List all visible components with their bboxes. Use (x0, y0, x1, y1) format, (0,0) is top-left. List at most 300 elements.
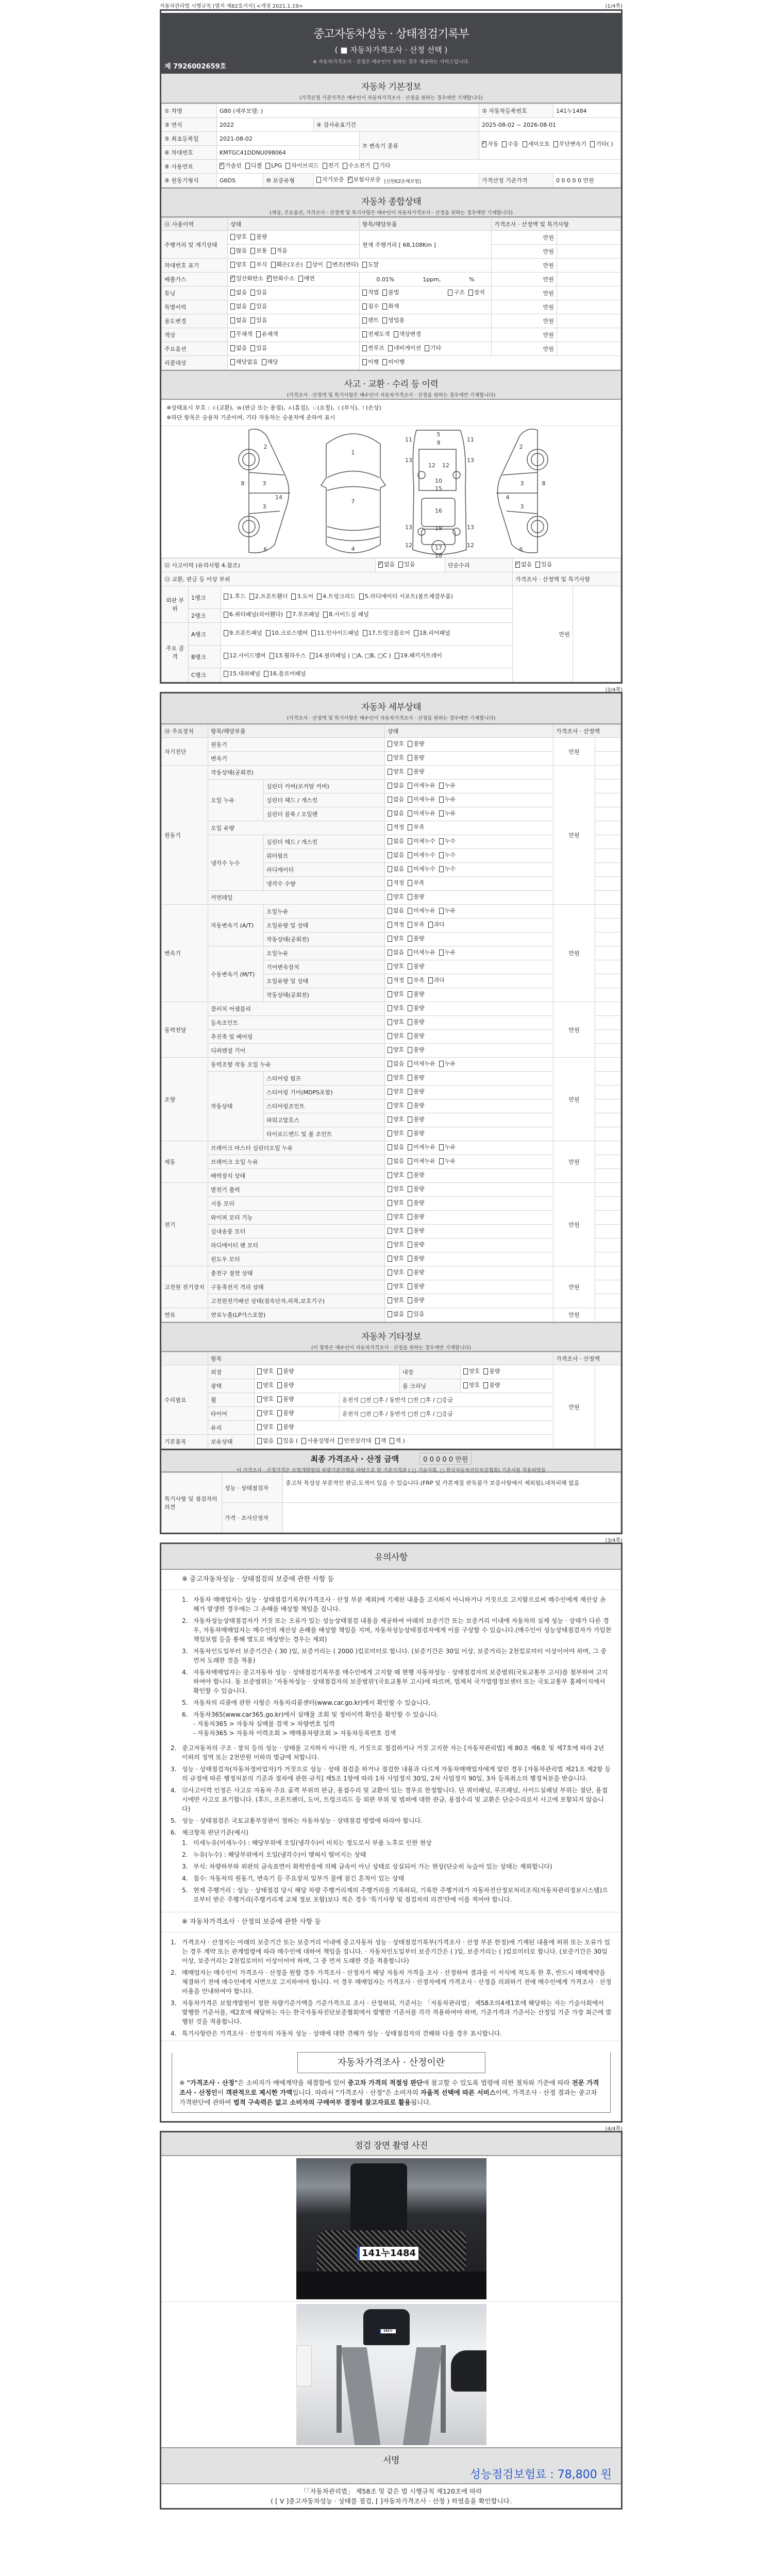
checkbox-option[interactable] (388, 963, 404, 970)
checkbox-option[interactable] (388, 1032, 404, 1040)
price-note-cell[interactable] (595, 1169, 621, 1183)
checkbox-icon[interactable] (277, 1368, 282, 1375)
checkbox-option[interactable] (408, 768, 424, 775)
checkbox-icon[interactable] (483, 1382, 488, 1388)
checkbox-option[interactable] (301, 1437, 334, 1445)
price-note-cell[interactable] (595, 1099, 621, 1113)
checkbox-option[interactable] (408, 796, 435, 803)
checkbox-icon[interactable] (408, 769, 412, 775)
checkbox-option[interactable] (408, 921, 424, 928)
checkbox-icon[interactable] (323, 612, 328, 618)
checkbox-icon[interactable] (257, 1410, 262, 1416)
checkbox-icon[interactable] (362, 290, 367, 296)
checkbox-option[interactable] (277, 1423, 294, 1431)
checkbox-icon[interactable] (311, 630, 316, 636)
checkbox-option[interactable] (408, 1130, 424, 1137)
checkbox-option[interactable] (343, 162, 371, 170)
checkbox-option[interactable] (257, 1410, 274, 1417)
checkbox-option[interactable] (408, 1255, 424, 1262)
checkbox-option[interactable] (362, 261, 379, 268)
checkbox-icon[interactable] (388, 345, 393, 351)
checkbox-icon[interactable] (362, 262, 367, 268)
checkbox-icon[interactable] (250, 317, 255, 324)
price-note-cell[interactable] (595, 1155, 621, 1169)
checkbox-icon[interactable] (408, 977, 412, 984)
checkbox-option[interactable] (277, 1437, 298, 1445)
checkbox-option[interactable] (388, 879, 404, 887)
checkbox-option[interactable] (388, 1102, 404, 1109)
checkbox-icon[interactable] (257, 1438, 262, 1444)
checkbox-option[interactable] (388, 740, 404, 748)
price-note-cell[interactable] (595, 1030, 621, 1044)
checkbox-icon[interactable] (277, 1396, 282, 1402)
checkbox-icon[interactable] (298, 276, 303, 282)
checkbox-icon[interactable] (250, 345, 255, 351)
checkbox-option[interactable] (408, 949, 435, 956)
checkbox-icon[interactable] (425, 345, 429, 351)
price-note-cell[interactable] (557, 259, 621, 273)
checkbox-icon[interactable] (363, 630, 367, 636)
price-note-cell[interactable] (595, 933, 621, 946)
checkbox-icon[interactable] (388, 963, 392, 970)
checkbox-option[interactable] (230, 317, 247, 324)
checkbox-option[interactable] (250, 317, 267, 324)
price-note-cell[interactable] (595, 1058, 621, 1072)
checkbox-option[interactable] (408, 1172, 424, 1179)
checkbox-icon[interactable] (388, 1269, 392, 1276)
checkbox-icon[interactable] (408, 1047, 412, 1053)
checkbox-option[interactable] (414, 630, 450, 637)
checkbox-option[interactable] (287, 611, 320, 618)
checkbox-icon[interactable] (388, 1130, 392, 1137)
checkbox-icon[interactable] (250, 248, 255, 254)
price-note-cell[interactable] (595, 779, 621, 793)
checkbox-icon[interactable] (388, 1089, 392, 1095)
checkbox-option[interactable] (408, 935, 424, 942)
checkbox-icon[interactable] (408, 1033, 412, 1039)
checkbox-option[interactable] (271, 247, 288, 255)
checkbox-icon[interactable] (388, 1311, 392, 1317)
checkbox-icon[interactable] (257, 1424, 262, 1430)
checkbox-option[interactable] (388, 921, 404, 928)
checkbox-icon[interactable] (408, 1005, 412, 1011)
price-note-cell[interactable] (595, 891, 621, 905)
checkbox-option[interactable] (439, 782, 456, 789)
checkbox-icon[interactable] (317, 594, 322, 600)
checkbox-icon[interactable] (285, 163, 290, 169)
checkbox-option[interactable] (468, 289, 485, 296)
checkbox-option[interactable] (388, 977, 404, 984)
checkbox-option[interactable] (388, 1172, 404, 1179)
checkbox-option[interactable] (482, 141, 498, 148)
checkbox-option[interactable] (363, 630, 410, 637)
inspection-photo-front[interactable] (296, 2158, 486, 2299)
checkbox-option[interactable] (408, 907, 435, 914)
checkbox-icon[interactable] (408, 908, 412, 914)
checkbox-option[interactable] (408, 852, 435, 859)
checkbox-option[interactable] (439, 949, 456, 956)
checkbox-option[interactable] (388, 1046, 404, 1054)
checkbox-icon[interactable] (382, 290, 387, 296)
checkbox-option[interactable] (230, 359, 258, 366)
checkbox-icon[interactable] (291, 594, 296, 600)
checkbox-icon[interactable] (230, 234, 235, 240)
checkbox-icon[interactable] (388, 1116, 392, 1123)
checkbox-icon[interactable] (257, 1368, 262, 1375)
checkbox-icon[interactable] (348, 177, 352, 183)
checkbox-option[interactable] (388, 1158, 404, 1165)
price-note-cell[interactable] (595, 988, 621, 1002)
checkbox-option[interactable] (230, 275, 263, 282)
checkbox-icon[interactable] (323, 163, 327, 169)
checkbox-option[interactable] (388, 838, 404, 845)
checkbox-option[interactable] (224, 593, 246, 600)
checkbox-icon[interactable] (388, 1200, 392, 1206)
price-note-cell[interactable] (557, 231, 621, 245)
checkbox-option[interactable] (257, 1396, 274, 1403)
checkbox-option[interactable] (483, 1368, 500, 1375)
inspection-photo-lift[interactable] (296, 2304, 486, 2445)
checkbox-option[interactable] (230, 247, 247, 255)
checkbox-icon[interactable] (408, 1130, 412, 1137)
price-note-cell[interactable] (595, 1225, 621, 1239)
checkbox-icon[interactable] (362, 345, 367, 351)
checkbox-option[interactable] (408, 1227, 424, 1234)
checkbox-option[interactable] (388, 768, 404, 775)
checkbox-icon[interactable] (257, 1396, 262, 1402)
price-note-cell[interactable] (595, 1016, 621, 1030)
checkbox-icon[interactable] (408, 1214, 412, 1220)
checkbox-icon[interactable] (388, 783, 392, 789)
checkbox-icon[interactable] (535, 562, 540, 568)
checkbox-option[interactable] (250, 261, 267, 268)
checkbox-icon[interactable] (388, 1158, 392, 1164)
checkbox-icon[interactable] (408, 880, 412, 886)
price-note-cell[interactable] (595, 1294, 621, 1308)
checkbox-option[interactable] (388, 1185, 404, 1193)
checkbox-icon[interactable] (230, 262, 235, 268)
checkbox-icon[interactable] (230, 317, 235, 324)
checkbox-icon[interactable] (388, 977, 392, 984)
checkbox-icon[interactable] (388, 1061, 392, 1067)
checkbox-icon[interactable] (388, 1186, 392, 1192)
checkbox-icon[interactable] (388, 1033, 392, 1039)
checkbox-option[interactable] (388, 754, 404, 761)
price-note-cell[interactable] (595, 1127, 621, 1141)
checkbox-icon[interactable] (338, 1438, 343, 1444)
price-note-cell[interactable] (557, 286, 621, 300)
checkbox-option[interactable] (523, 141, 550, 148)
checkbox-option[interactable] (317, 593, 356, 600)
checkbox-option[interactable] (408, 838, 435, 845)
price-note-cell[interactable] (595, 1002, 621, 1016)
checkbox-option[interactable] (388, 810, 404, 817)
price-note-cell[interactable] (595, 766, 621, 779)
checkbox-icon[interactable] (463, 1368, 468, 1375)
checkbox-icon[interactable] (408, 1075, 412, 1081)
checkbox-option[interactable] (382, 303, 399, 310)
price-note-cell[interactable] (595, 960, 621, 974)
checkbox-icon[interactable] (250, 290, 255, 296)
checkbox-icon[interactable] (224, 653, 228, 659)
checkbox-option[interactable] (298, 275, 315, 282)
checkbox-option[interactable] (408, 1144, 435, 1151)
checkbox-option[interactable] (408, 1074, 424, 1081)
checkbox-option[interactable] (338, 1437, 371, 1445)
checkbox-option[interactable] (388, 1297, 404, 1304)
checkbox-option[interactable] (362, 359, 379, 366)
checkbox-icon[interactable] (408, 1158, 412, 1164)
checkbox-icon[interactable] (382, 359, 387, 365)
checkbox-option[interactable] (428, 977, 445, 984)
price-note-cell[interactable] (595, 1239, 621, 1252)
price-note-cell[interactable] (595, 863, 621, 877)
checkbox-option[interactable] (408, 977, 424, 984)
checkbox-option[interactable] (388, 907, 404, 914)
checkbox-option[interactable] (439, 1060, 456, 1067)
checkbox-icon[interactable] (277, 1382, 282, 1388)
checkbox-icon[interactable] (408, 838, 412, 844)
checkbox-icon[interactable] (502, 141, 507, 147)
price-note-cell[interactable] (573, 586, 621, 682)
checkbox-option[interactable] (408, 1297, 424, 1304)
checkbox-option[interactable] (439, 852, 456, 859)
checkbox-icon[interactable] (388, 1075, 392, 1081)
checkbox-option[interactable] (408, 879, 424, 887)
checkbox-icon[interactable] (408, 950, 412, 956)
price-note-cell[interactable] (595, 1183, 621, 1197)
checkbox-option[interactable] (375, 1437, 386, 1445)
price-note-cell[interactable] (595, 974, 621, 988)
checkbox-option[interactable] (463, 1382, 480, 1389)
checkbox-option[interactable] (291, 593, 313, 600)
checkbox-icon[interactable] (388, 866, 392, 872)
checkbox-icon[interactable] (388, 936, 392, 942)
price-note-cell[interactable] (595, 1308, 621, 1322)
checkbox-icon[interactable] (439, 783, 444, 789)
checkbox-option[interactable] (378, 561, 395, 568)
checkbox-option[interactable] (388, 852, 404, 859)
price-note-cell[interactable] (595, 1113, 621, 1127)
checkbox-icon[interactable] (483, 1368, 488, 1375)
checkbox-option[interactable] (535, 561, 552, 568)
checkbox-option[interactable] (408, 1185, 424, 1193)
checkbox-option[interactable] (388, 1283, 404, 1290)
checkbox-option[interactable] (408, 1158, 435, 1165)
checkbox-icon[interactable] (257, 1382, 262, 1388)
checkbox-icon[interactable] (388, 769, 392, 775)
price-note-cell[interactable] (557, 328, 621, 342)
checkbox-option[interactable] (388, 949, 404, 956)
checkbox-icon[interactable] (388, 838, 392, 844)
checkbox-icon[interactable] (414, 630, 418, 636)
checkbox-option[interactable] (408, 754, 424, 761)
checkbox-option[interactable] (285, 162, 318, 170)
checkbox-icon[interactable] (439, 852, 444, 858)
checkbox-option[interactable] (270, 652, 306, 659)
checkbox-option[interactable] (266, 630, 308, 637)
checkbox-option[interactable] (408, 810, 435, 817)
checkbox-icon[interactable] (398, 562, 403, 568)
checkbox-icon[interactable] (271, 262, 276, 268)
checkbox-icon[interactable] (264, 671, 268, 677)
checkbox-icon[interactable] (388, 991, 392, 997)
checkbox-option[interactable] (388, 1227, 404, 1234)
checkbox-icon[interactable] (224, 612, 228, 618)
checkbox-option[interactable] (323, 611, 369, 618)
checkbox-option[interactable] (250, 289, 267, 296)
checkbox-icon[interactable] (408, 1283, 412, 1290)
checkbox-icon[interactable] (515, 562, 520, 568)
checkbox-icon[interactable] (388, 852, 392, 858)
checkbox-icon[interactable] (250, 303, 255, 310)
checkbox-option[interactable] (408, 740, 424, 748)
checkbox-icon[interactable] (224, 594, 228, 600)
checkbox-icon[interactable] (301, 1438, 306, 1444)
checkbox-option[interactable] (408, 1269, 424, 1276)
checkbox-icon[interactable] (388, 894, 392, 900)
checkbox-icon[interactable] (250, 234, 255, 240)
checkbox-option[interactable] (250, 247, 267, 255)
checkbox-option[interactable] (408, 991, 424, 998)
checkbox-icon[interactable] (408, 1297, 412, 1303)
checkbox-icon[interactable] (408, 810, 412, 817)
checkbox-option[interactable] (277, 1410, 294, 1417)
checkbox-icon[interactable] (270, 653, 274, 659)
checkbox-icon[interactable] (343, 163, 347, 169)
checkbox-option[interactable] (362, 331, 390, 338)
checkbox-icon[interactable] (388, 880, 392, 886)
checkbox-option[interactable] (388, 1019, 404, 1026)
checkbox-icon[interactable] (463, 1382, 468, 1388)
checkbox-option[interactable] (323, 162, 339, 170)
checkbox-icon[interactable] (394, 331, 398, 337)
checkbox-option[interactable] (224, 670, 260, 677)
checkbox-icon[interactable] (378, 562, 383, 568)
checkbox-option[interactable] (388, 866, 404, 873)
checkbox-option[interactable] (408, 1116, 424, 1123)
price-note-cell[interactable] (595, 1365, 621, 1449)
checkbox-icon[interactable] (250, 262, 255, 268)
checkbox-option[interactable] (388, 1311, 404, 1318)
checkbox-icon[interactable] (388, 1214, 392, 1220)
checkbox-option[interactable] (311, 630, 359, 637)
checkbox-option[interactable] (307, 261, 323, 268)
checkbox-icon[interactable] (408, 852, 412, 858)
checkbox-icon[interactable] (439, 866, 444, 872)
checkbox-icon[interactable] (408, 922, 412, 928)
checkbox-option[interactable] (230, 233, 247, 241)
checkbox-icon[interactable] (408, 991, 412, 997)
checkbox-option[interactable] (388, 1144, 404, 1151)
price-note-cell[interactable] (595, 1086, 621, 1099)
checkbox-icon[interactable] (408, 1256, 412, 1262)
checkbox-icon[interactable] (428, 922, 433, 928)
checkbox-icon[interactable] (266, 630, 271, 636)
price-note-cell[interactable] (595, 793, 621, 807)
checkbox-option[interactable] (250, 345, 267, 352)
checkbox-option[interactable] (388, 1255, 404, 1262)
price-note-cell[interactable] (595, 919, 621, 933)
price-note-cell[interactable] (595, 946, 621, 960)
checkbox-icon[interactable] (224, 630, 228, 636)
checkbox-option[interactable] (245, 162, 262, 170)
checkbox-option[interactable] (390, 1437, 405, 1445)
checkbox-option[interactable] (388, 1213, 404, 1221)
checkbox-option[interactable] (408, 1005, 424, 1012)
checkbox-icon[interactable] (428, 977, 433, 984)
checkbox-icon[interactable] (408, 755, 412, 761)
checkbox-option[interactable] (502, 141, 518, 148)
checkbox-icon[interactable] (448, 290, 452, 296)
price-note-cell[interactable] (595, 807, 621, 821)
price-note-cell[interactable] (595, 1252, 621, 1266)
checkbox-icon[interactable] (382, 303, 387, 310)
checkbox-option[interactable] (408, 1213, 424, 1221)
checkbox-option[interactable] (277, 1382, 294, 1389)
checkbox-option[interactable] (388, 1074, 404, 1081)
checkbox-icon[interactable] (439, 810, 444, 817)
checkbox-option[interactable] (388, 1199, 404, 1207)
checkbox-option[interactable] (257, 1437, 274, 1445)
checkbox-option[interactable] (394, 331, 422, 338)
checkbox-icon[interactable] (388, 741, 392, 747)
checkbox-icon[interactable] (382, 317, 387, 324)
checkbox-icon[interactable] (439, 950, 444, 956)
checkbox-icon[interactable] (388, 1283, 392, 1290)
checkbox-option[interactable] (230, 303, 247, 310)
checkbox-option[interactable] (230, 261, 247, 268)
checkbox-icon[interactable] (388, 810, 392, 817)
checkbox-icon[interactable] (408, 936, 412, 942)
price-note-cell[interactable] (557, 314, 621, 328)
checkbox-icon[interactable] (307, 262, 311, 268)
checkbox-option[interactable] (382, 317, 405, 324)
checkbox-icon[interactable] (439, 796, 444, 803)
checkbox-icon[interactable] (439, 1061, 444, 1067)
checkbox-option[interactable] (382, 359, 405, 366)
checkbox-option[interactable] (408, 1032, 424, 1040)
checkbox-option[interactable] (590, 141, 613, 148)
checkbox-option[interactable] (388, 935, 404, 942)
checkbox-icon[interactable] (262, 359, 266, 365)
checkbox-option[interactable] (220, 162, 242, 170)
checkbox-option[interactable] (382, 289, 399, 296)
price-note-cell[interactable] (595, 1044, 621, 1058)
checkbox-icon[interactable] (388, 922, 392, 928)
checkbox-option[interactable] (463, 1368, 480, 1375)
checkbox-option[interactable] (408, 1199, 424, 1207)
checkbox-option[interactable] (230, 345, 247, 352)
checkbox-icon[interactable] (408, 1311, 412, 1317)
checkbox-option[interactable] (277, 1368, 294, 1375)
checkbox-option[interactable] (388, 1060, 404, 1067)
checkbox-option[interactable] (230, 331, 253, 338)
checkbox-option[interactable] (408, 1060, 435, 1067)
checkbox-option[interactable] (388, 796, 404, 803)
checkbox-option[interactable] (267, 275, 295, 282)
price-note-cell[interactable] (595, 1211, 621, 1225)
checkbox-icon[interactable] (408, 1242, 412, 1248)
checkbox-icon[interactable] (316, 177, 321, 183)
checkbox-icon[interactable] (327, 262, 331, 268)
checkbox-option[interactable] (249, 593, 288, 600)
checkbox-icon[interactable] (388, 755, 392, 761)
price-note-cell[interactable] (595, 849, 621, 863)
checkbox-icon[interactable] (362, 317, 367, 324)
checkbox-icon[interactable] (468, 290, 473, 296)
checkbox-option[interactable] (257, 1382, 274, 1389)
